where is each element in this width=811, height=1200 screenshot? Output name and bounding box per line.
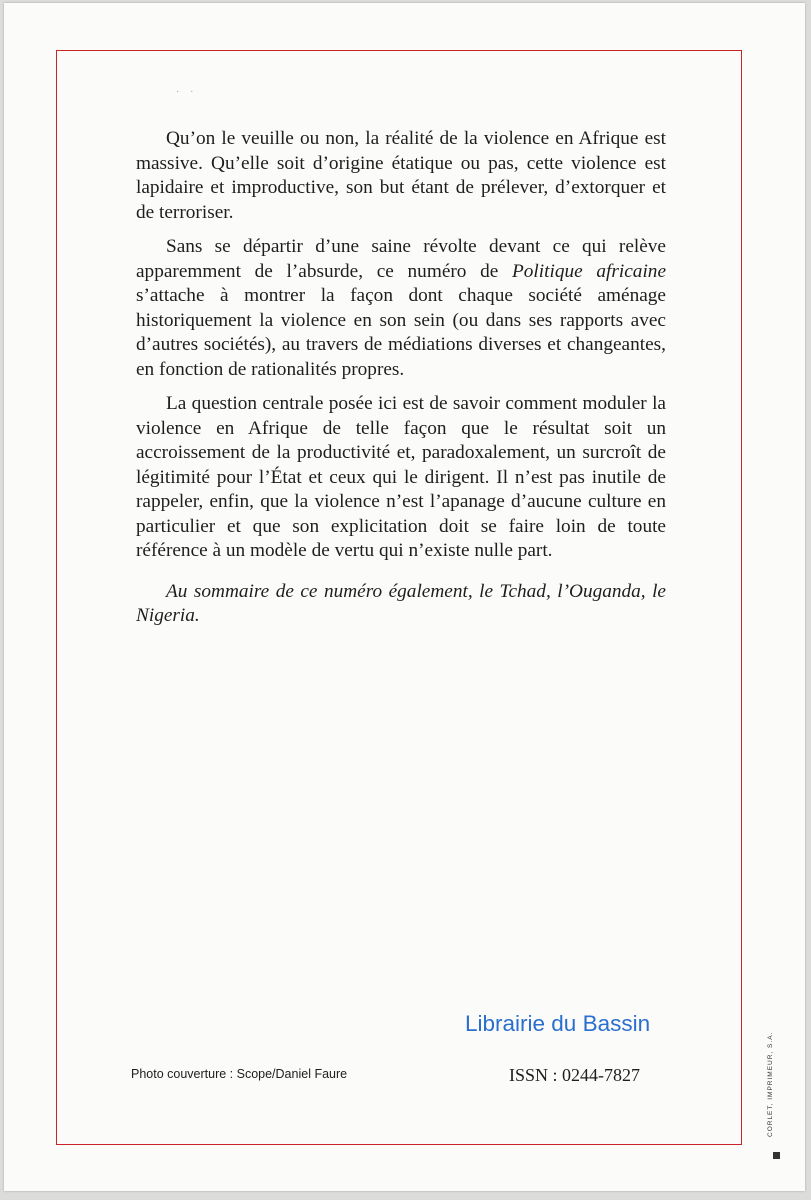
bookseller-stamp: Librairie du Bassin (465, 1011, 651, 1036)
printer-imprint: CORLET, IMPRIMEUR, S.A. (767, 1032, 774, 1138)
paper-specks: · · (176, 86, 198, 97)
paragraph-1: Qu’on le veuille ou non, la réalité de la violence en Afrique est massive. Qu’elle soit d’origine étatique ou pas, cette violence est lapidaire et improductive, son but étant de prélever, d’extorquer et de terroriser. (136, 128, 666, 223)
summary-line: Au sommaire de ce numéro également, le Tchad, l’Ouganda, le Nigeria. (136, 580, 666, 626)
journal-title: Politique africaine (512, 260, 666, 282)
issn: ISSN : 0244-7827 (509, 1065, 641, 1085)
printer-logo-icon (773, 1152, 780, 1159)
paragraph-3: La question centrale posée ici est de savoir comment moduler la violence en Afrique de telle façon que le résultat soit un accroissement de la productivité et, paradoxalement, un surcroît de légitimité pour l’État et ceux qui le dirigent. Il n’est pas inutile de rappeler, enfin, que la violence n’est l’apanage d’aucune culture en particulier et que son explicitation doit se faire loin de toute référence à un modèle de vertu qui n’existe nulle part. (136, 393, 666, 561)
paragraph-2: Sans se départir d’une saine révolte devant ce qui relève apparemment de l’absurde, ce numéro de Politique africaine s’attache à montrer la façon dont chaque société aménage historiquement la violence en son sein (ou dans ses rapports avec d’autres sociétés), au travers de médiations diverses et changeantes, en fonction de rationalités propres. (136, 236, 666, 380)
back-cover-text (136, 127, 666, 639)
photo-credit: Photo couverture : Scope/Daniel Faure (131, 1067, 348, 1081)
